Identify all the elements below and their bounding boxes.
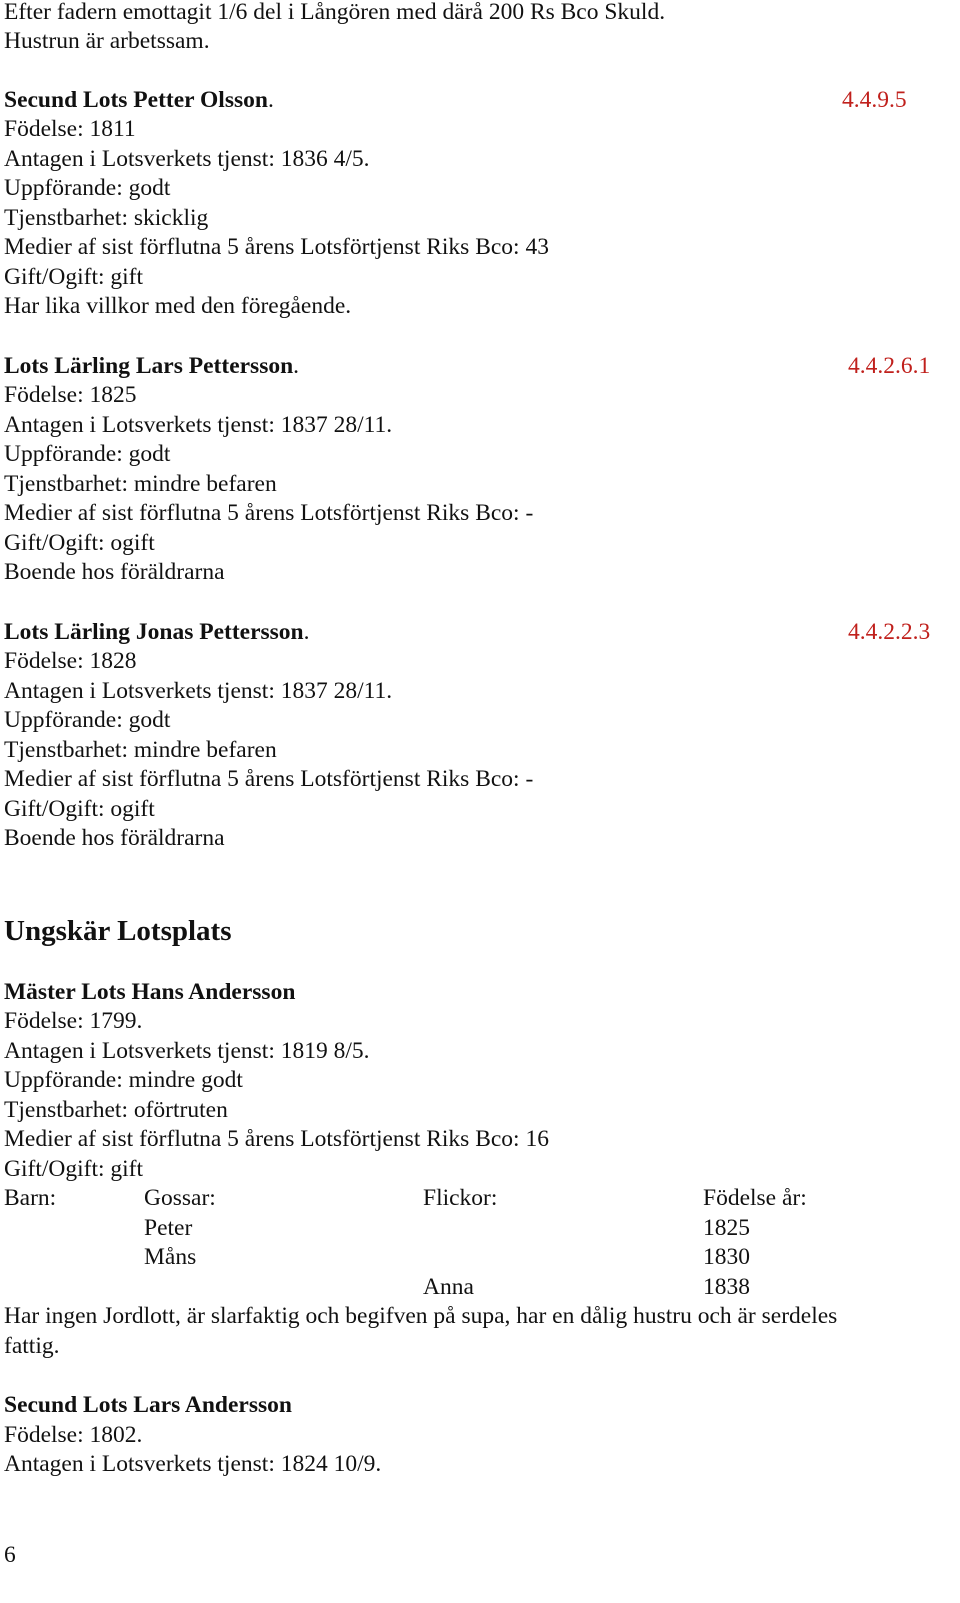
- intro-line-1: Efter fadern emottagit 1/6 del i Långören med därå 200 Rs Bco Skuld.: [4, 0, 666, 25]
- person-detail: Födelse: 1802.: [4, 1422, 143, 1448]
- person-detail: Antagen i Lotsverkets tjenst: 1819 8/5.: [4, 1038, 370, 1064]
- person-detail: Gift/Ogift: ogift: [4, 530, 155, 556]
- child-year: 1825: [703, 1215, 750, 1241]
- genealogy-ref: 4.4.2.2.3: [848, 619, 931, 645]
- person-heading: Secund Lots Petter Olsson.: [4, 87, 274, 113]
- person-detail: Gift/Ogift: gift: [4, 1156, 144, 1182]
- person-detail: Har lika villkor med den föregående.: [4, 293, 352, 319]
- children-label: Barn:: [4, 1185, 57, 1211]
- person-detail: Uppförande: mindre godt: [4, 1067, 243, 1093]
- person-title: Lots Lärling Lars Pettersson: [4, 353, 294, 379]
- person-detail: Boende hos föräldrarna: [4, 559, 225, 585]
- child-girl: Anna: [423, 1274, 474, 1300]
- person-detail: Tjenstbarhet: mindre befaren: [4, 471, 277, 497]
- person-title: Mäster Lots Hans Andersson: [4, 979, 296, 1005]
- person-note: Har ingen Jordlott, är slarfaktig och begifven på supa, har en dålig hustru och är serdeles: [4, 1303, 838, 1329]
- person-detail: Födelse: 1799.: [4, 1008, 143, 1034]
- child-boy: Peter: [144, 1215, 193, 1241]
- person-detail: Tjenstbarhet: skicklig: [4, 205, 209, 231]
- person-detail: Antagen i Lotsverkets tjenst: 1837 28/11.: [4, 678, 393, 704]
- genealogy-ref: 4.4.2.6.1: [848, 353, 931, 379]
- section-heading: Ungskär Lotsplats: [4, 915, 232, 947]
- person-detail: Uppförande: godt: [4, 707, 171, 733]
- intro-line-2: Hustrun är arbetssam.: [4, 28, 210, 54]
- person-title: Secund Lots Petter Olsson: [4, 87, 268, 113]
- person-detail: Födelse: 1825: [4, 382, 137, 408]
- person-note: fattig.: [4, 1333, 60, 1359]
- boys-header: Gossar:: [144, 1185, 216, 1211]
- person-detail: Antagen i Lotsverkets tjenst: 1836 4/5.: [4, 146, 370, 172]
- person-heading: Lots Lärling Lars Pettersson.: [4, 353, 300, 379]
- person-detail: Boende hos föräldrarna: [4, 825, 225, 851]
- person-detail: Uppförande: godt: [4, 175, 171, 201]
- person-detail: Gift/Ogift: gift: [4, 264, 144, 290]
- page-number: 6: [4, 1542, 16, 1568]
- genealogy-ref: 4.4.9.5: [842, 87, 907, 113]
- girls-header: Flickor:: [423, 1185, 498, 1211]
- person-detail: Medier af sist förflutna 5 årens Lotsförtjenst Riks Bco: -: [4, 766, 534, 792]
- person-detail: Medier af sist förflutna 5 årens Lotsförtjenst Riks Bco: 16: [4, 1126, 549, 1152]
- person-detail: Medier af sist förflutna 5 årens Lotsförtjenst Riks Bco: -: [4, 500, 534, 526]
- person-detail: Gift/Ogift: ogift: [4, 796, 155, 822]
- person-detail: Födelse: 1828: [4, 648, 137, 674]
- birth-year-header: Födelse år:: [703, 1185, 807, 1211]
- person-title: Lots Lärling Jonas Pettersson: [4, 619, 304, 645]
- person-detail: Tjenstbarhet: oförtruten: [4, 1097, 228, 1123]
- person-detail: Antagen i Lotsverkets tjenst: 1824 10/9.: [4, 1451, 382, 1477]
- person-detail: Födelse: 1811: [4, 116, 136, 142]
- person-detail: Uppförande: godt: [4, 441, 171, 467]
- person-heading: Lots Lärling Jonas Pettersson.: [4, 619, 310, 645]
- person-detail: Medier af sist förflutna 5 årens Lotsförtjenst Riks Bco: 43: [4, 234, 549, 260]
- child-year: 1830: [703, 1244, 750, 1270]
- person-detail: Antagen i Lotsverkets tjenst: 1837 28/11.: [4, 412, 393, 438]
- person-title: Secund Lots Lars Andersson: [4, 1392, 292, 1418]
- child-year: 1838: [703, 1274, 750, 1300]
- person-detail: Tjenstbarhet: mindre befaren: [4, 737, 277, 763]
- child-boy: Måns: [144, 1244, 197, 1270]
